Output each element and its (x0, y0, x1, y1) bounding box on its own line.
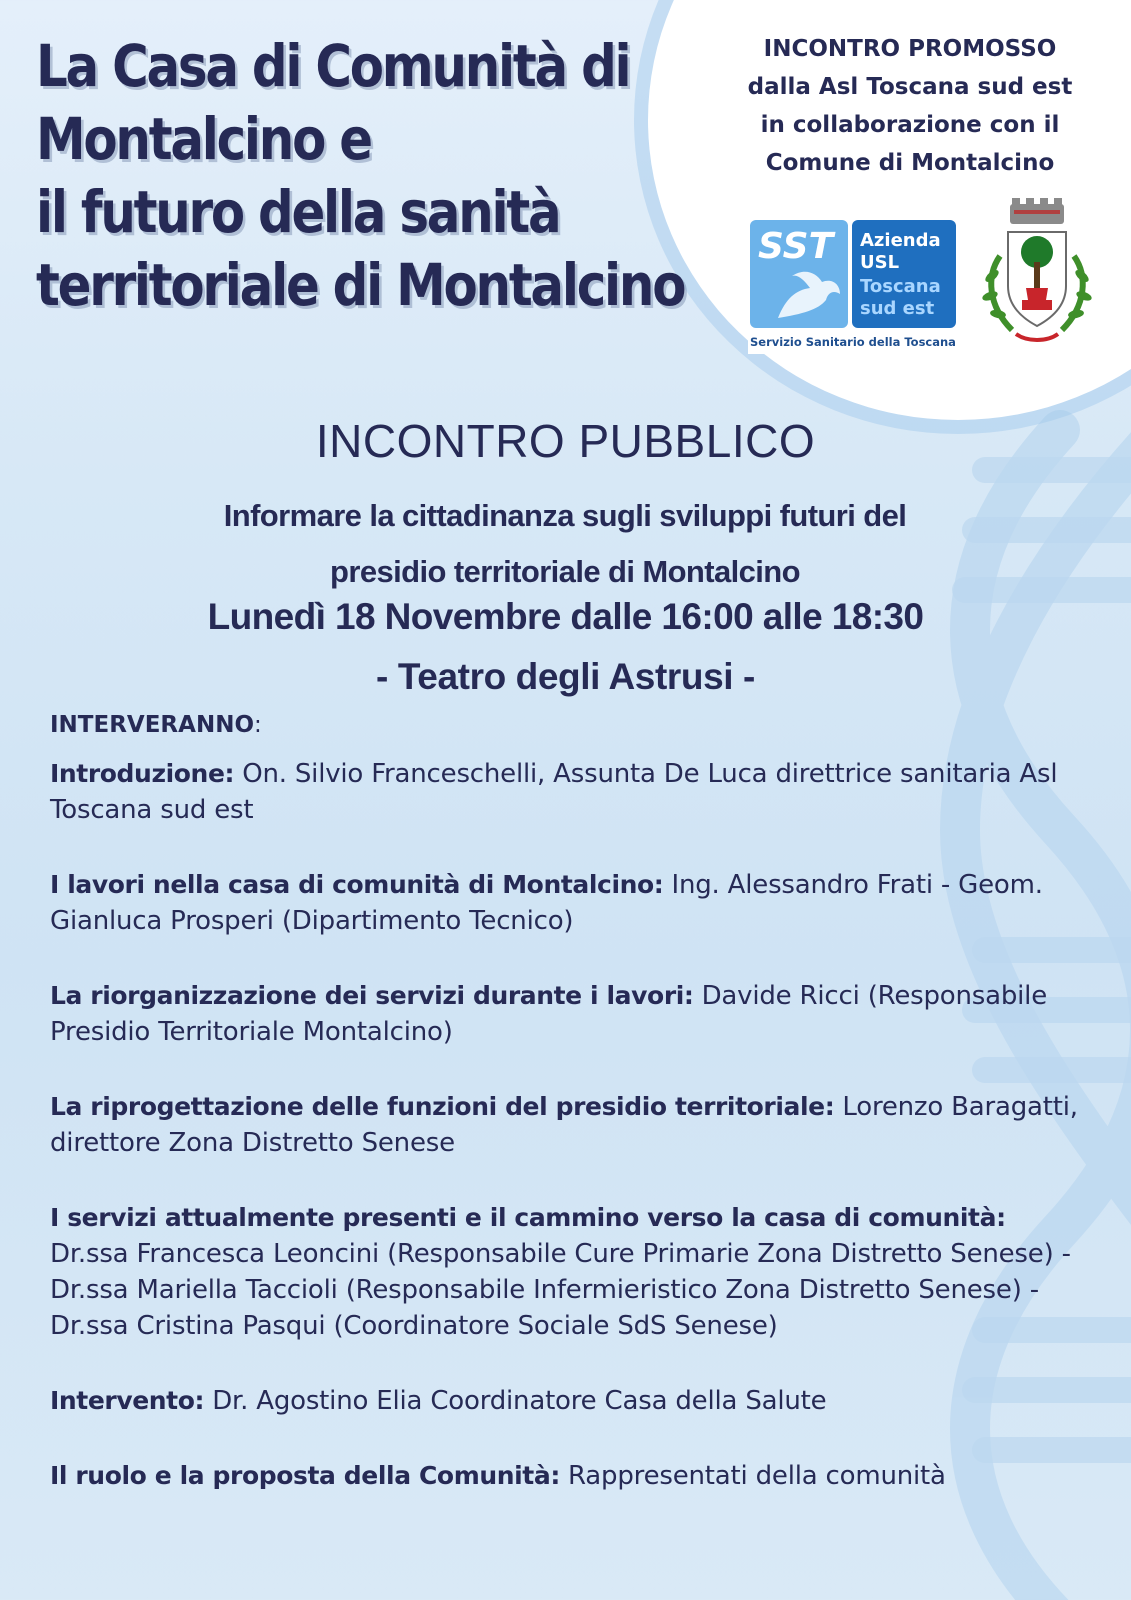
event-subtitle (130, 488, 1000, 600)
event-venue: - Teatro degli Astrusi - (376, 656, 755, 697)
event-date: Lunedì 18 Novembre dalle 16:00 alle 18:30 (207, 596, 924, 637)
promoter-line-2: dalla Asl Toscana sud est (747, 74, 1073, 100)
agenda-speakers: Dr.ssa Francesca Leoncini (Responsabile Cure Primarie Zona Distretto Senese) - Dr.ssa Mariella Taccioli (Responsabile Infermieristico Zona Distretto Senese) - Dr.ssa Cristina Pasqui (Coordinatore Sociale SdS Senese) (50, 1239, 1071, 1341)
agenda-speakers: Lorenzo Baragatti, direttore Zona Distretto Senese (50, 1092, 1078, 1158)
agenda-item-servizi (50, 1200, 1090, 1344)
main-title-line-4: territoriale di Montalcino (36, 251, 685, 319)
usl-name-line-2: USL (860, 252, 900, 273)
main-title-line-1: La Casa di Comunità di (36, 32, 630, 100)
promoter-text (720, 30, 1100, 182)
agenda-item-riprogettazione (50, 1089, 1090, 1161)
agenda-item-introduzione (50, 756, 1090, 828)
agenda-item-intervento (50, 1383, 1090, 1419)
event-type: INCONTRO PUBBLICO (315, 415, 816, 467)
promoter-line-1: INCONTRO PROMOSSO (763, 36, 1057, 62)
agenda-speakers: Davide Ricci (Responsabile Presidio Territoriale Montalcino) (50, 981, 1048, 1047)
main-title-line-3: il futuro della sanità (36, 178, 560, 246)
montalcino-coat-of-arms-icon (972, 196, 1102, 354)
agenda-item-lavori (50, 867, 1090, 939)
agenda-topic: La riprogettazione delle funzioni del presidio territoriale: (50, 1092, 835, 1121)
speakers-heading-label: INTERVERANNO (50, 712, 254, 738)
usl-name-line-1: Azienda (860, 230, 941, 251)
usl-logo-badge: SST (758, 226, 834, 267)
agenda-speakers: Dr. Agostino Elia Coordinatore Casa della Salute (212, 1386, 827, 1416)
agenda-topic: Introduzione: (50, 759, 235, 788)
main-title-line-2: Montalcino e (36, 105, 371, 173)
agenda-topic: Intervento: (50, 1386, 205, 1415)
agenda-topic: La riorganizzazione dei servizi durante i lavori: (50, 981, 694, 1010)
event-subtitle-line-1: Informare la cittadinanza sugli sviluppi futuri del (223, 498, 907, 533)
usl-name-line-4: sud est (860, 298, 935, 319)
promoter-line-3: in collaborazione con il (760, 112, 1060, 138)
agenda-topic: Il ruolo e la proposta della Comunità: (50, 1461, 560, 1490)
agenda-speakers: On. Silvio Franceschelli, Assunta De Luca direttrice sanitaria Asl Toscana sud est (50, 759, 1058, 825)
event-subtitle-line-2: presidio territoriale di Montalcino (330, 554, 800, 589)
agenda-item-riorganizzazione (50, 978, 1090, 1050)
main-title (36, 30, 685, 322)
agenda-speakers: Rappresentati della comunità (568, 1461, 946, 1491)
speakers-section (50, 712, 1090, 1533)
speakers-heading (50, 712, 1090, 738)
agenda-speakers: Ing. Alessandro Frati - Geom. Gianluca Prosperi (Dipartimento Tecnico) (50, 870, 1043, 936)
agenda-topic: I lavori nella casa di comunità di Montalcino: (50, 870, 664, 899)
usl-logo-caption: Servizio Sanitario della Toscana (750, 335, 956, 349)
usl-name-line-3: Toscana (860, 276, 941, 297)
agenda-topic: I servizi attualmente presenti e il cammino verso la casa di comunità: (50, 1203, 1006, 1232)
speakers-heading-colon: : (254, 712, 262, 738)
agenda-item-ruolo-comunita (50, 1458, 1090, 1494)
asl-toscana-logo (748, 218, 958, 354)
promoter-line-4: Comune di Montalcino (765, 150, 1055, 176)
